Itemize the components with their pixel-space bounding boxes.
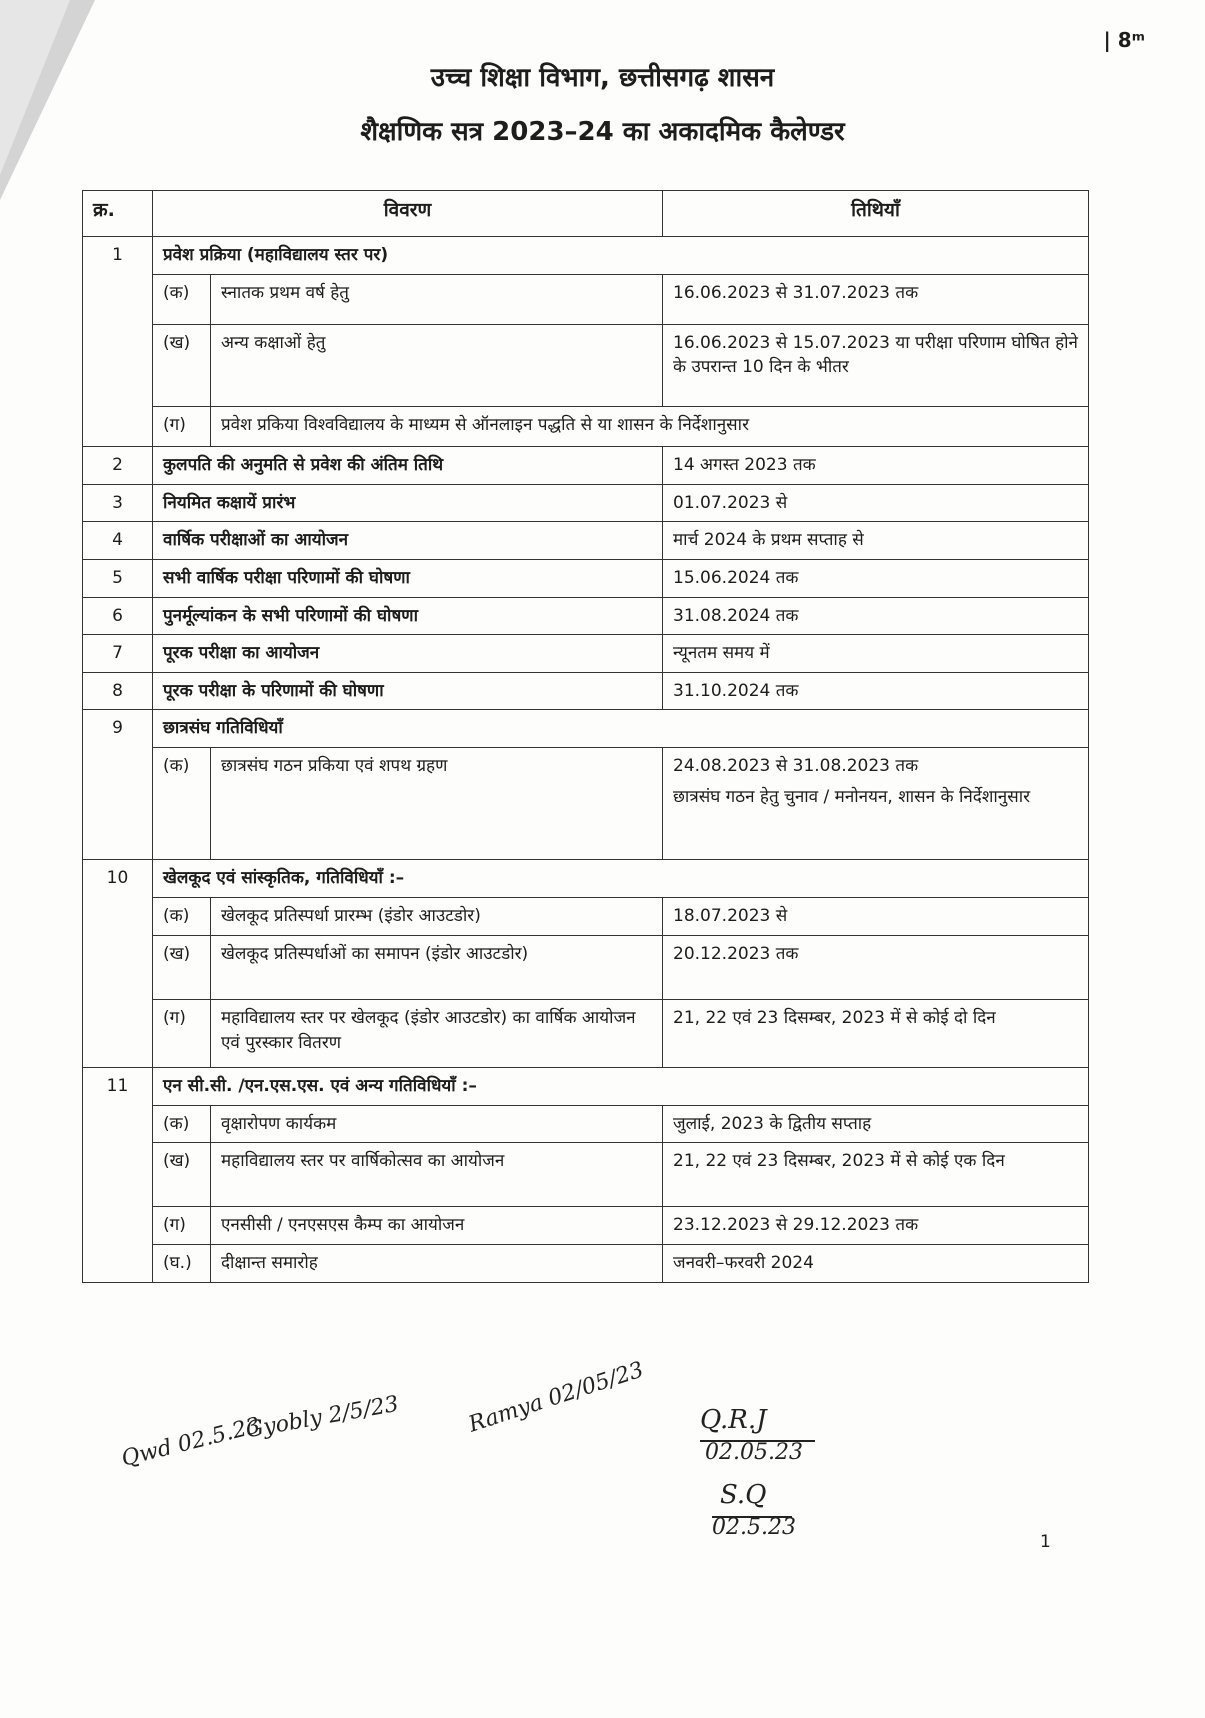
sub-index: (ख) — [153, 324, 211, 406]
department-title: उच्च शिक्षा विभाग, छत्तीसगढ़ शासन — [430, 63, 775, 93]
sub-index: (ख) — [153, 1143, 211, 1207]
row-number: 5 — [83, 559, 153, 597]
row-description: दीक्षान्त समारोह — [211, 1245, 663, 1283]
calendar-title: शैक्षणिक सत्र 2023–24 का अकादमिक कैलेण्डर — [360, 117, 845, 147]
sub-index: (क) — [153, 274, 211, 324]
row-date: 15.06.2024 तक — [663, 559, 1089, 597]
row-date: 23.12.2023 से 29.12.2023 तक — [663, 1207, 1089, 1245]
table-row — [83, 1068, 1089, 1106]
sub-index: (क) — [153, 1105, 211, 1143]
table-row — [83, 1207, 1089, 1245]
sub-index: (क) — [153, 748, 211, 860]
row-description: एनसीसी / एनएसएस कैम्प का आयोजन — [211, 1207, 663, 1245]
row-date: जुलाई, 2023 के द्वितीय सप्ताह — [663, 1105, 1089, 1143]
signature-3: Ramya 02/05/23 — [465, 1357, 647, 1438]
row-number: 11 — [83, 1068, 153, 1283]
row-date: 31.08.2024 तक — [663, 597, 1089, 635]
row-description: पूरक परीक्षा के परिणामों की घोषणा — [153, 672, 663, 710]
col-header-dates: तिथियाँ — [663, 191, 1089, 237]
signature-2: Gyobly 2/5/23 — [244, 1391, 401, 1444]
table-row — [83, 484, 1089, 522]
row-date: 21, 22 एवं 23 दिसम्बर, 2023 में से कोई दो दिन — [663, 1000, 1089, 1068]
table-row — [83, 1143, 1089, 1207]
sub-index: (ग) — [153, 1000, 211, 1068]
row-date: 21, 22 एवं 23 दिसम्बर, 2023 में से कोई एक दिन — [663, 1143, 1089, 1207]
table-row — [83, 406, 1089, 446]
page-number: 1 — [1040, 1532, 1051, 1552]
table-row — [83, 672, 1089, 710]
table-row — [83, 635, 1089, 673]
table-row — [83, 1000, 1089, 1068]
row-description: पूरक परीक्षा का आयोजन — [153, 635, 663, 673]
row-number: 8 — [83, 672, 153, 710]
row-number: 7 — [83, 635, 153, 673]
row-date: न्यूनतम समय में — [663, 635, 1089, 673]
col-header-serial: क्र. — [83, 191, 153, 237]
row-heading: छात्रसंघ गतिविधियाँ — [153, 710, 1089, 748]
table-row — [83, 446, 1089, 484]
table-row — [83, 237, 1089, 275]
row-date: मार्च 2024 के प्रथम सप्ताह से — [663, 522, 1089, 560]
row-description: सभी वार्षिक परीक्षा परिणामों की घोषणा — [153, 559, 663, 597]
table-row — [83, 324, 1089, 406]
table-row — [83, 559, 1089, 597]
table-row — [83, 860, 1089, 898]
row-number: 9 — [83, 710, 153, 860]
row-date — [663, 748, 1089, 860]
row-description: खेलकूद प्रतिस्पर्धा प्रारम्भ (इंडोर आउटडोर) — [211, 898, 663, 936]
sub-index: (क) — [153, 898, 211, 936]
row-number: 4 — [83, 522, 153, 560]
signature-5-date: 02.5.23 — [712, 1515, 796, 1540]
sub-index: (घ.) — [153, 1245, 211, 1283]
row-description: खेलकूद प्रतिस्पर्धाओं का समापन (इंडोर आउटडोर) — [211, 936, 663, 1000]
row-heading: खेलकूद एवं सांस्कृतिक, गतिविधियाँ :– — [153, 860, 1089, 898]
signature-4-date: 02.05.23 — [705, 1440, 803, 1465]
row-date-line2: छात्रसंघ गठन हेतु चुनाव / मनोनयन, शासन के निर्देशानुसार — [673, 786, 1031, 807]
row-description: महाविद्यालय स्तर पर वार्षिकोत्सव का आयोजन — [211, 1143, 663, 1207]
row-description: महाविद्यालय स्तर पर खेलकूद (इंडोर आउटडोर) का वार्षिक आयोजन एवं पुरस्कार वितरण — [211, 1000, 663, 1068]
row-description: नियमित कक्षायें प्रारंभ — [153, 484, 663, 522]
table-row — [83, 710, 1089, 748]
row-description: वार्षिक परीक्षाओं का आयोजन — [153, 522, 663, 560]
row-date: 14 अगस्त 2023 तक — [663, 446, 1089, 484]
col-header-description: विवरण — [153, 191, 663, 237]
row-date: 16.06.2023 से 15.07.2023 या परीक्षा परिणाम घोषित होने के उपरान्त 10 दिन के भीतर — [663, 324, 1089, 406]
sub-index: (ग) — [153, 1207, 211, 1245]
row-description: छात्रसंघ गठन प्रकिया एवं शपथ ग्रहण — [211, 748, 663, 860]
table-row — [83, 1245, 1089, 1283]
signature-4: Q.R.J — [700, 1405, 767, 1435]
table-row — [83, 936, 1089, 1000]
row-description: वृक्षारोपण कार्यकम — [211, 1105, 663, 1143]
row-description: अन्य कक्षाओं हेतु — [211, 324, 663, 406]
row-date-line1: 24.08.2023 से 31.08.2023 तक — [673, 756, 919, 777]
row-date: 16.06.2023 से 31.07.2023 तक — [663, 274, 1089, 324]
table-header-row — [83, 191, 1089, 237]
sub-index: (ग) — [153, 406, 211, 446]
signature-1: Qwd 02.5.23 — [119, 1413, 263, 1472]
row-number: 6 — [83, 597, 153, 635]
academic-calendar-table — [82, 190, 1089, 1283]
row-heading: प्रवेश प्रक्रिया (महाविद्यालय स्तर पर) — [153, 237, 1089, 275]
row-number: 2 — [83, 446, 153, 484]
row-number: 10 — [83, 860, 153, 1068]
row-description: प्रवेश प्रकिया विश्वविद्यालय के माध्यम से ऑनलाइन पद्धति से या शासन के निर्देशानुसार — [211, 406, 1089, 446]
table-row — [83, 898, 1089, 936]
row-date: जनवरी–फरवरी 2024 — [663, 1245, 1089, 1283]
row-date: 20.12.2023 तक — [663, 936, 1089, 1000]
table-row — [83, 1105, 1089, 1143]
row-date: 18.07.2023 से — [663, 898, 1089, 936]
row-description: कुलपति की अनुमति से प्रवेश की अंतिम तिथि — [153, 446, 663, 484]
page-mark: | 8ᵐ — [1103, 28, 1145, 52]
row-heading: एन सी.सी. /एन.एस.एस. एवं अन्य गतिविधियाँ :– — [153, 1068, 1089, 1106]
row-date: 01.07.2023 से — [663, 484, 1089, 522]
table-row — [83, 522, 1089, 560]
row-date: 31.10.2024 तक — [663, 672, 1089, 710]
table-row — [83, 748, 1089, 860]
table-row — [83, 597, 1089, 635]
table-row — [83, 274, 1089, 324]
row-number: 1 — [83, 237, 153, 447]
signature-5: S.Q — [720, 1480, 767, 1510]
sub-index: (ख) — [153, 936, 211, 1000]
row-description: स्नातक प्रथम वर्ष हेतु — [211, 274, 663, 324]
row-number: 3 — [83, 484, 153, 522]
row-description: पुनर्मूल्यांकन के सभी परिणामों की घोषणा — [153, 597, 663, 635]
